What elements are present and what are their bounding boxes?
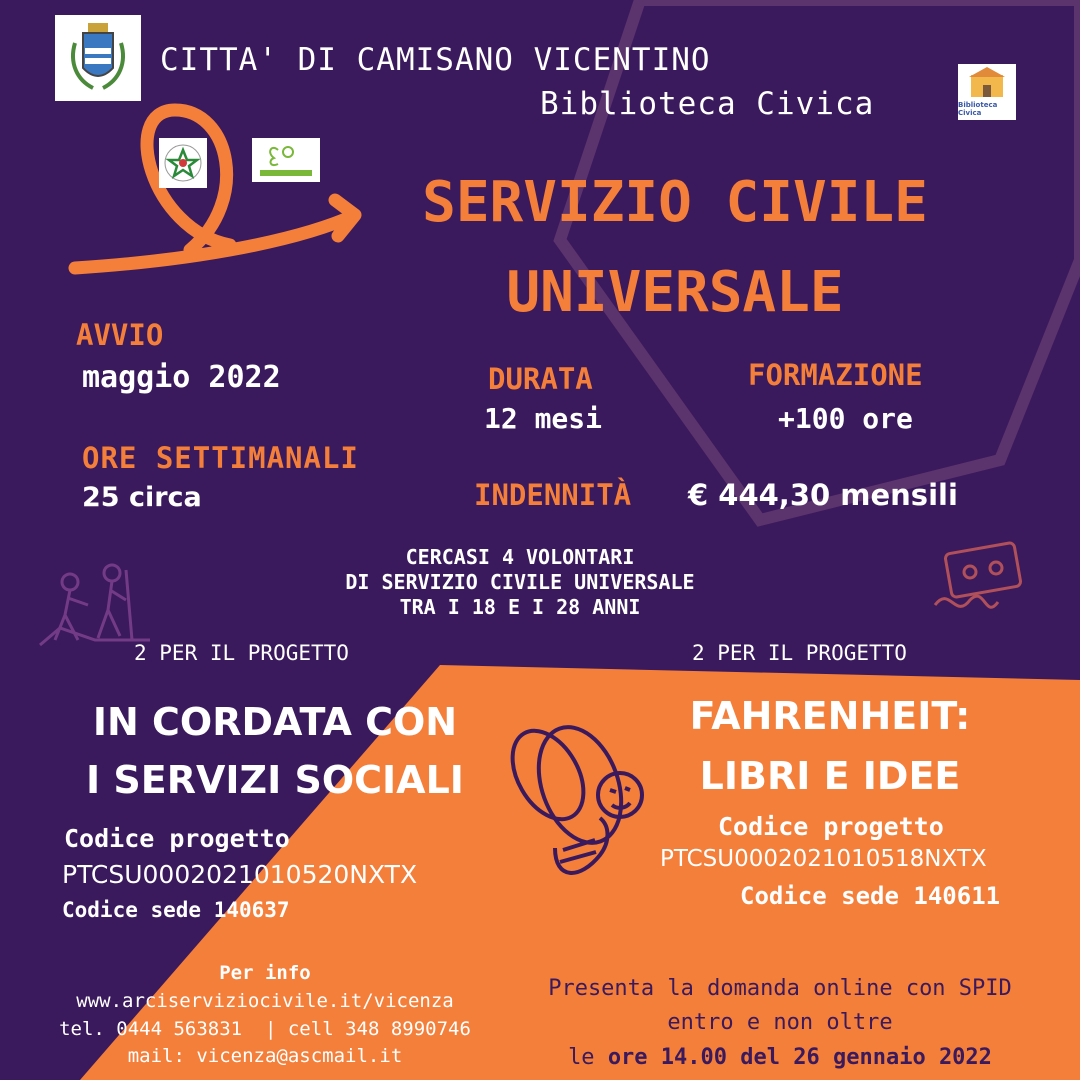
durata-label: DURATA: [488, 362, 593, 396]
avvio-label: AVVIO: [76, 318, 164, 352]
right-project-name-line2: LIBRI E IDEE: [699, 754, 961, 798]
contact-label: Per info: [219, 962, 311, 984]
library-logo: [958, 64, 1016, 120]
right-project-code-label: Codice progetto: [718, 812, 944, 841]
contact-phone: tel. 0444 563831 | cell 348 8990746: [59, 1018, 471, 1040]
city-crest-logo: [55, 15, 141, 101]
indennita-value: € 444,30 mensili: [688, 478, 958, 512]
formazione-value: +100 ore: [778, 402, 913, 435]
deadline-line3-bold: ore 14.00 del 26 gennaio 2022: [607, 1045, 992, 1070]
city-name: CITTA' DI CAMISANO VICENTINO: [160, 42, 711, 78]
left-project-count: 2 PER IL PROGETTO: [134, 641, 349, 665]
recruit-line1: CERCASI 4 VOLONTARI: [405, 545, 635, 569]
ore-label: ORE SETTIMANALI: [82, 441, 359, 475]
left-project-code: PTCSU0002021010520NXTX: [62, 860, 418, 889]
left-project-name-line1: IN CORDATA CON: [92, 700, 458, 744]
left-project-site: Codice sede 140637: [62, 898, 290, 922]
right-project-site: Codice sede 140611: [740, 882, 1001, 910]
library-logo-text: Biblioteca Civica: [958, 101, 998, 117]
recruit-line3: TRA I 18 E I 28 ANNI: [399, 595, 641, 619]
durata-value: 12 mesi: [484, 402, 603, 435]
right-project-name-line1: FAHRENHEIT:: [689, 694, 971, 738]
loop-arrow: [75, 110, 355, 268]
deadline-line2: entro e non oltre: [667, 1010, 893, 1035]
deadline-line1: Presenta la domanda online con SPID: [548, 976, 1012, 1001]
recruit-line2: DI SERVIZIO CIVILE UNIVERSALE: [345, 570, 695, 594]
right-project-code: PTCSU0002021010518NXTX: [660, 846, 987, 872]
deadline-line3: [510, 1045, 1050, 1070]
avvio-value: maggio 2022: [82, 360, 281, 395]
library-name: Biblioteca Civica: [540, 86, 875, 122]
contact-mail[interactable]: mail: vicenza@ascmail.it: [127, 1045, 403, 1067]
ore-value: 25 circa: [82, 482, 202, 513]
scu-logo: [159, 138, 207, 188]
deadline-line3-pre: le: [568, 1045, 608, 1070]
indennita-label: INDENNITÀ: [474, 478, 632, 512]
left-project-name-line2: I SERVIZI SOCIALI: [86, 758, 464, 802]
title-line2: UNIVERSALE: [506, 260, 844, 325]
right-project-count: 2 PER IL PROGETTO: [692, 641, 907, 665]
formazione-label: FORMAZIONE: [748, 358, 923, 392]
contact-web[interactable]: www.arciserviziocivile.it/vicenza: [76, 990, 454, 1012]
cassette-illustration: [935, 542, 1021, 607]
left-project-code-label: Codice progetto: [64, 824, 290, 853]
climbers-illustration: [40, 565, 150, 645]
arci-logo: [252, 138, 320, 182]
title-line1: SERVIZIO CIVILE: [422, 170, 928, 235]
